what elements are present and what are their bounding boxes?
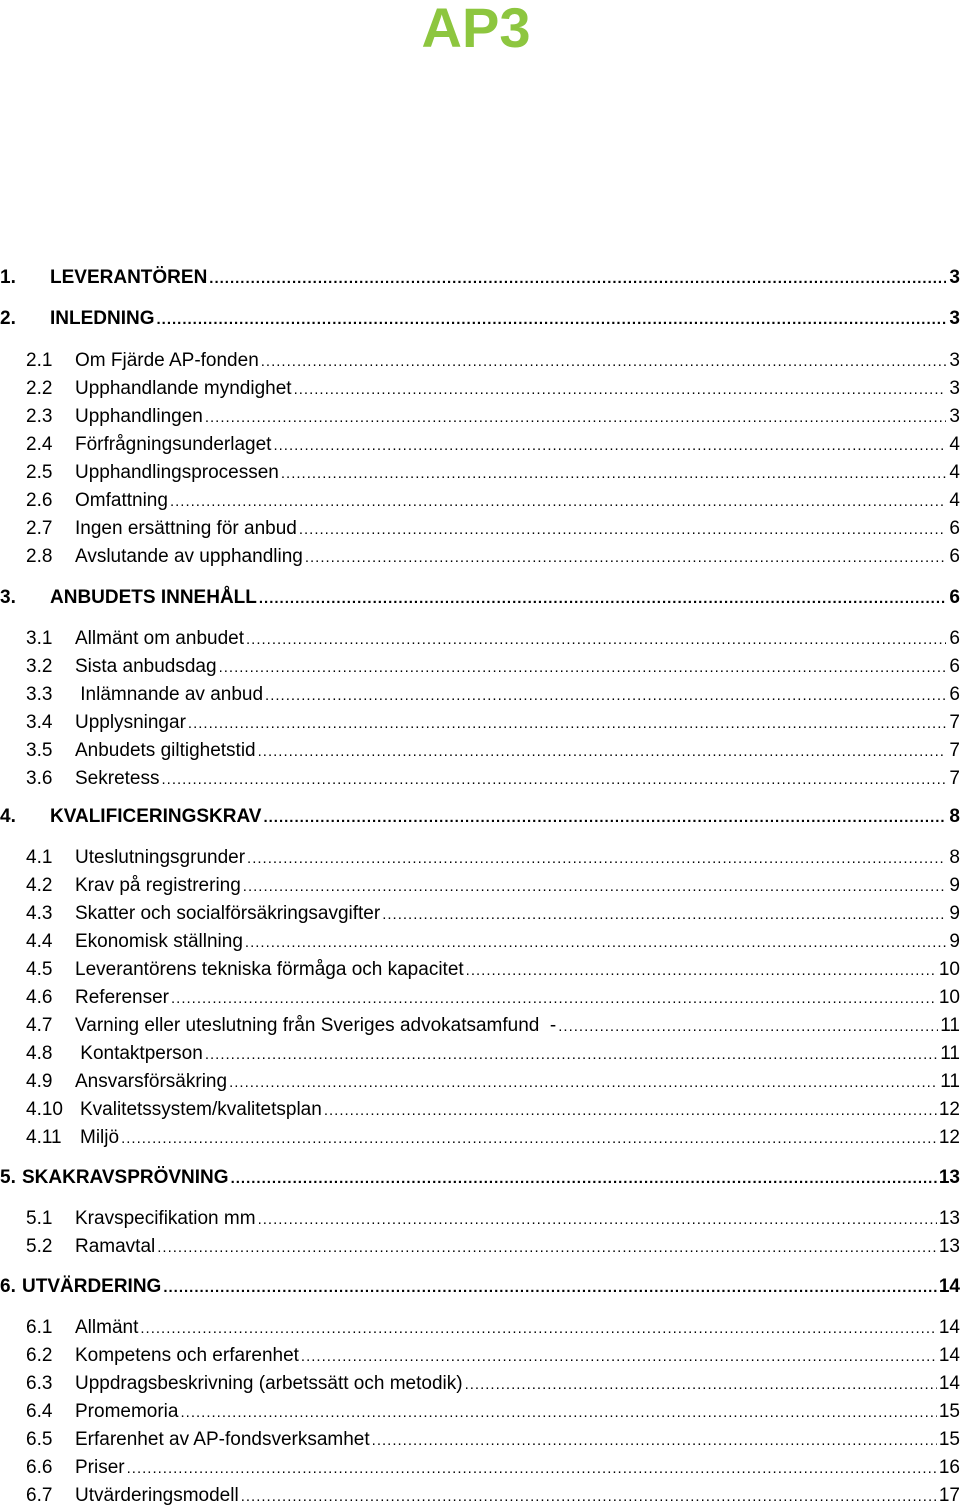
toc-page-number: 12 <box>938 1127 960 1148</box>
toc-title: Krav på registrering <box>75 875 241 896</box>
toc-entry[interactable] <box>0 954 960 982</box>
toc-leader-dots <box>171 989 937 1010</box>
toc-number: 2.3 <box>26 406 53 427</box>
toc-entry[interactable] <box>0 1424 960 1452</box>
toc-page-number: 6 <box>949 587 960 608</box>
toc-title: Upphandlande myndighet <box>75 378 292 399</box>
toc-leader-dots <box>205 408 946 429</box>
toc-number: 4.8 <box>26 1043 53 1064</box>
toc-leader-dots <box>161 770 946 791</box>
toc-number: 2. <box>0 308 16 329</box>
toc-title: Inlämnande av anbud <box>75 684 264 705</box>
toc-page-number: 8 <box>949 847 960 868</box>
toc-page-number: 3 <box>949 308 960 329</box>
toc-title: Varning eller uteslutning från Sveriges advokatsamfund - <box>75 1015 557 1036</box>
toc-title: Ramavtal <box>75 1236 156 1257</box>
toc-title: Anbudets giltighetstid <box>75 740 256 761</box>
toc-title: Priser <box>75 1457 125 1478</box>
toc-page-number: 3 <box>949 350 960 371</box>
toc-title: KVALIFICERINGSKRAV <box>50 806 262 827</box>
toc-page-number: 13 <box>938 1167 960 1188</box>
toc-entry[interactable] <box>0 1312 960 1340</box>
toc-number: 4.6 <box>26 987 53 1008</box>
toc-page-number: 8 <box>949 806 960 827</box>
toc-number: 4.3 <box>26 903 53 924</box>
toc-page-number: 3 <box>949 267 960 288</box>
toc-title: Kravspecifikation mm <box>75 1208 256 1229</box>
toc-number: 2.6 <box>26 490 53 511</box>
toc-page-number: 6 <box>949 628 960 649</box>
toc-number: 3.3 <box>26 684 53 705</box>
toc-leader-dots <box>261 352 946 373</box>
toc-leader-dots <box>205 1045 938 1066</box>
toc-leader-dots <box>558 1017 938 1038</box>
toc-number: 6.4 <box>26 1401 53 1422</box>
toc-page-number: 11 <box>940 1015 960 1036</box>
toc-page-number: 4 <box>949 462 960 483</box>
toc-leader-dots <box>273 436 946 457</box>
toc-leader-dots <box>243 877 946 898</box>
toc-entry[interactable] <box>0 541 960 569</box>
toc-heading[interactable] <box>0 582 960 610</box>
toc-number: 3.2 <box>26 656 53 677</box>
toc-entry[interactable] <box>0 735 960 763</box>
toc-number: 4.5 <box>26 959 53 980</box>
toc-title: Upphandlingsprocessen <box>75 462 279 483</box>
toc-title: Upplysningar <box>75 712 186 733</box>
toc-title: Uteslutningsgrunder <box>75 847 246 868</box>
toc-page-number: 17 <box>938 1485 960 1506</box>
toc-leader-dots <box>163 1278 937 1299</box>
toc-entry[interactable] <box>0 345 960 373</box>
toc-title: Referenser <box>75 987 169 1008</box>
toc-number: 4.10 <box>26 1099 63 1120</box>
toc-number: 3.4 <box>26 712 53 733</box>
toc-number: 4.9 <box>26 1071 53 1092</box>
toc-leader-dots <box>372 1431 937 1452</box>
toc-page-number: 12 <box>938 1099 960 1120</box>
toc-number: 4.4 <box>26 931 53 952</box>
toc-leader-dots <box>382 905 946 926</box>
toc-heading[interactable] <box>0 1162 960 1190</box>
toc-number: 3.1 <box>26 628 53 649</box>
toc-page-number: 3 <box>949 378 960 399</box>
toc-leader-dots <box>246 630 946 651</box>
toc-number: 2.8 <box>26 546 53 567</box>
toc-leader-dots <box>241 1487 937 1508</box>
toc-leader-dots <box>466 961 937 982</box>
toc-leader-dots <box>127 1459 937 1480</box>
toc-number: 5.2 <box>26 1236 53 1257</box>
toc-title: Om Fjärde AP-fonden <box>75 350 259 371</box>
toc-title: SKAKRAVSPRÖVNING <box>22 1167 229 1188</box>
toc-leader-dots <box>299 520 946 541</box>
toc-page-number: 9 <box>949 875 960 896</box>
toc-leader-dots <box>229 1073 938 1094</box>
toc-number: 4.7 <box>26 1015 53 1036</box>
toc-number: 4. <box>0 806 16 827</box>
toc-entry[interactable] <box>0 1480 960 1508</box>
toc-leader-dots <box>258 742 946 763</box>
toc-number: 6.5 <box>26 1429 53 1450</box>
toc-leader-dots <box>465 1375 937 1396</box>
toc-leader-dots <box>157 310 947 331</box>
toc-title: INLEDNING <box>50 308 155 329</box>
toc-number: 6.7 <box>26 1485 53 1506</box>
toc-page-number: 14 <box>938 1317 960 1338</box>
toc-title: Miljö <box>80 1127 120 1148</box>
toc-leader-dots <box>245 933 946 954</box>
toc-number: 3. <box>0 587 16 608</box>
toc-number: 5. <box>0 1167 16 1188</box>
toc-entry[interactable] <box>0 401 960 429</box>
toc-leader-dots <box>305 548 946 569</box>
toc-page-number: 6 <box>949 656 960 677</box>
toc-number: 3.6 <box>26 768 53 789</box>
toc-entry[interactable] <box>0 982 960 1010</box>
toc-entry[interactable] <box>0 679 960 707</box>
toc-number: 2.4 <box>26 434 53 455</box>
toc-title: LEVERANTÖREN <box>50 267 208 288</box>
toc-page-number: 13 <box>938 1208 960 1229</box>
toc-title: Avslutande av upphandling <box>75 546 303 567</box>
toc-number: 2.1 <box>26 350 53 371</box>
toc-page-number: 3 <box>949 406 960 427</box>
toc-title: Promemoria <box>75 1401 179 1422</box>
toc-page-number: 6 <box>949 684 960 705</box>
toc-entry[interactable] <box>0 898 960 926</box>
toc-leader-dots <box>263 808 946 829</box>
toc-title: Förfrågningsunderlaget <box>75 434 272 455</box>
toc-number: 6.2 <box>26 1345 53 1366</box>
toc-entry[interactable] <box>0 1122 960 1150</box>
toc-title: Sekretess <box>75 768 160 789</box>
toc-leader-dots <box>231 1169 937 1190</box>
toc-entry[interactable] <box>0 1368 960 1396</box>
toc-entry[interactable] <box>0 1066 960 1094</box>
toc-title: UTVÄRDERING <box>22 1276 162 1297</box>
toc-page-number: 14 <box>938 1373 960 1394</box>
toc-number: 4.1 <box>26 847 53 868</box>
toc-page-number: 16 <box>938 1457 960 1478</box>
toc-page-number: 15 <box>938 1429 960 1450</box>
toc-title: Kompetens och erfarenhet <box>75 1345 299 1366</box>
toc-title: Ekonomisk ställning <box>75 931 243 952</box>
toc-entry[interactable] <box>0 1203 960 1231</box>
toc-leader-dots <box>281 464 946 485</box>
toc-number: 2.7 <box>26 518 53 539</box>
toc-leader-dots <box>180 1403 936 1424</box>
toc-entry[interactable] <box>0 1038 960 1066</box>
toc-entry[interactable] <box>0 1396 960 1424</box>
toc-page-number: 13 <box>938 1236 960 1257</box>
toc-number: 4.2 <box>26 875 53 896</box>
toc-title: Upphandlingen <box>75 406 203 427</box>
toc-number: 6.1 <box>26 1317 53 1338</box>
toc-heading[interactable] <box>0 262 960 290</box>
toc-title: Uppdragsbeskrivning (arbetssätt och metodik) <box>75 1373 463 1394</box>
toc-number: 4.11 <box>26 1127 62 1148</box>
toc-leader-dots <box>209 269 946 290</box>
toc-page-number: 4 <box>949 434 960 455</box>
toc-leader-dots <box>121 1129 937 1150</box>
toc-page-number: 11 <box>940 1071 960 1092</box>
toc-leader-dots <box>219 658 946 679</box>
toc-page-number: 6 <box>949 546 960 567</box>
toc-entry[interactable] <box>0 1010 960 1038</box>
toc-page-number: 6 <box>949 518 960 539</box>
toc-leader-dots <box>188 714 946 735</box>
toc-leader-dots <box>140 1319 937 1340</box>
toc-entry[interactable] <box>0 457 960 485</box>
toc-number: 2.5 <box>26 462 53 483</box>
toc-page-number: 7 <box>949 740 960 761</box>
toc-leader-dots <box>170 492 946 513</box>
toc-number: 3.5 <box>26 740 53 761</box>
toc-title: Allmänt om anbudet <box>75 628 244 649</box>
toc-title: Leverantörens tekniska förmåga och kapacitet <box>75 959 464 980</box>
toc-entry[interactable] <box>0 1094 960 1122</box>
toc-title: Allmänt <box>75 1317 139 1338</box>
toc-number: 2.2 <box>26 378 53 399</box>
toc-title: Ingen ersättning för anbud <box>75 518 297 539</box>
toc-entry[interactable] <box>0 651 960 679</box>
toc-entry[interactable] <box>0 842 960 870</box>
toc-leader-dots <box>157 1238 937 1259</box>
toc-title: Ansvarsförsäkring <box>75 1071 228 1092</box>
toc-entry[interactable] <box>0 926 960 954</box>
toc-title: Omfattning <box>75 490 168 511</box>
toc-leader-dots <box>301 1347 937 1368</box>
toc-number: 6.3 <box>26 1373 53 1394</box>
toc-number: 5.1 <box>26 1208 53 1229</box>
toc-heading[interactable] <box>0 801 960 829</box>
toc-page-number: 9 <box>949 931 960 952</box>
toc-entry[interactable] <box>0 623 960 651</box>
toc-title: Utvärderingsmodell <box>75 1485 239 1506</box>
toc-page-number: 10 <box>938 959 960 980</box>
toc-page-number: 14 <box>938 1345 960 1366</box>
toc-leader-dots <box>265 686 946 707</box>
toc-number: 6.6 <box>26 1457 53 1478</box>
toc-entry[interactable] <box>0 1452 960 1480</box>
toc-page-number: 15 <box>938 1401 960 1422</box>
toc-page-number: 9 <box>949 903 960 924</box>
toc-entry[interactable] <box>0 513 960 541</box>
toc-title: Kontaktperson <box>75 1043 203 1064</box>
toc-heading[interactable] <box>0 1271 960 1299</box>
toc-entry[interactable] <box>0 870 960 898</box>
toc-heading[interactable] <box>0 303 960 331</box>
toc-leader-dots <box>247 849 946 870</box>
toc-entry[interactable] <box>0 1340 960 1368</box>
toc-title: Sista anbudsdag <box>75 656 217 677</box>
toc-entry[interactable] <box>0 763 960 791</box>
ap3-logo-text: AP3 <box>421 2 531 52</box>
toc-title: Skatter och socialförsäkringsavgifter <box>75 903 381 924</box>
toc-page-number: 10 <box>938 987 960 1008</box>
toc-page-number: 7 <box>949 768 960 789</box>
toc-title: ANBUDETS INNEHÅLL <box>50 587 257 608</box>
toc-leader-dots <box>324 1101 937 1122</box>
toc-page-number: 11 <box>940 1043 960 1064</box>
toc-entry[interactable] <box>0 429 960 457</box>
toc-entry[interactable] <box>0 485 960 513</box>
toc-entry[interactable] <box>0 373 960 401</box>
toc-leader-dots <box>259 589 946 610</box>
toc-number: 6. <box>0 1276 16 1297</box>
toc-title: Kvalitetssystem/kvalitetsplan <box>80 1099 322 1120</box>
toc-leader-dots <box>294 380 946 401</box>
toc-entry[interactable] <box>0 707 960 735</box>
toc-number: 1. <box>0 267 16 288</box>
toc-page-number: 14 <box>938 1276 960 1297</box>
toc-page-number: 7 <box>949 712 960 733</box>
toc-page-number: 4 <box>949 490 960 511</box>
toc-leader-dots <box>258 1210 937 1231</box>
toc-title: Erfarenhet av AP-fondsverksamhet <box>75 1429 370 1450</box>
toc-entry[interactable] <box>0 1231 960 1259</box>
